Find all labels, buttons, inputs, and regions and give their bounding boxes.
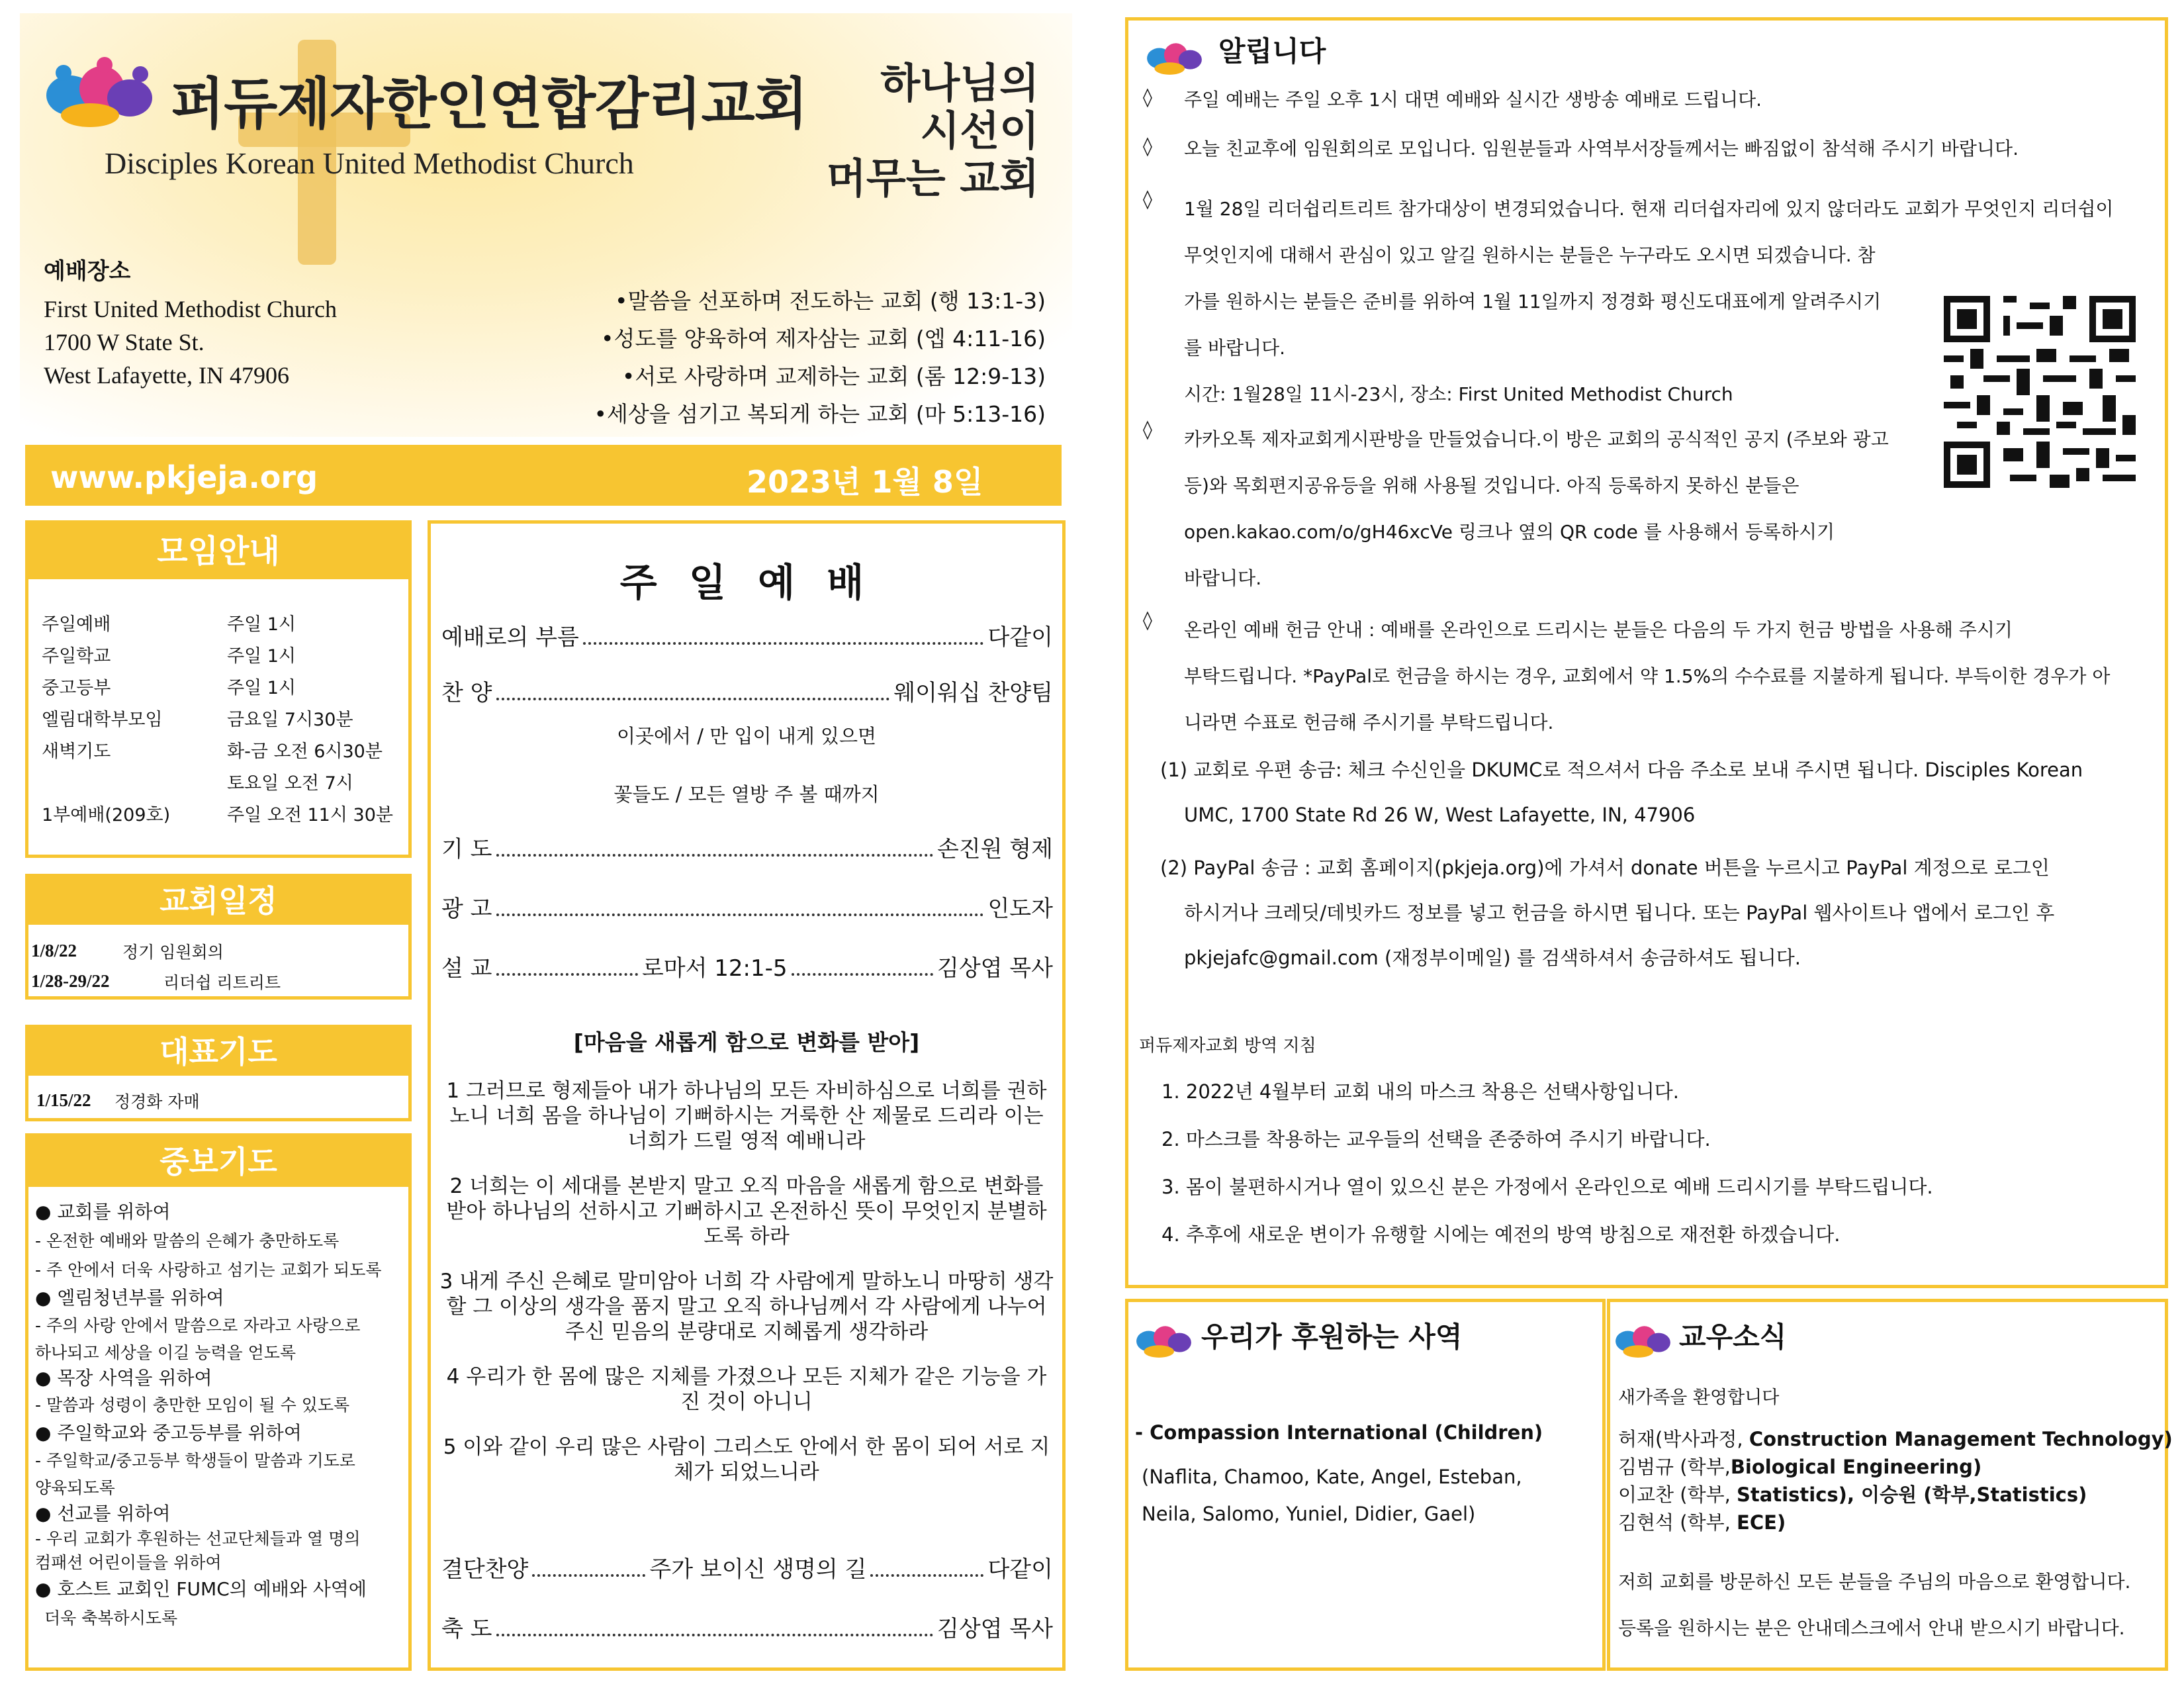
prayer-detail: 컴패션 어린이들을 위하여 <box>35 1553 222 1572</box>
covid-item: 1. 2022년 4월부터 교회 내의 마스크 착용은 선택사항입니다. <box>1161 1080 1679 1103</box>
mission-statements <box>516 282 1046 433</box>
retreat-announcement: 1월 28일 리더쉽리트리트 참가대상이 변경되었습니다. 현재 리더쉽자리에 있지 않더라도 교회가 무엇인지 리더쉽이 무엇인지에 대해서 관심이 있고 알길 원하시는 분들은 누구라도 오시면 되겠습니다. 참 가를 원하시는 분들은 준비를 위하여 1월 11일까지 정경화 평신도대표에게 알려주시기 를 바랍니다. 시간: 1월28일 11시-23시, 장소: First United Methodist Church <box>1184 198 2114 405</box>
schedule-text: 정기 임원회의 <box>122 943 224 962</box>
missions-panel <box>1125 1299 1606 1671</box>
worship-panel <box>428 520 1066 1671</box>
venue-line: First United Methodist Church <box>44 296 337 322</box>
bulletin-date: 2023년 1월 8일 <box>747 464 983 500</box>
covid-item: 3. 몸이 불편하시거나 열이 있으신 분은 가정에서 온라인으로 예배 드리시기를 부탁드립니다. <box>1161 1176 1933 1198</box>
covid-item: 4. 추후에 새로운 변이가 유행할 시에는 예전의 방역 방침으로 재전환 하겠습니다. <box>1161 1223 1841 1246</box>
scripture-text <box>439 1078 1054 1485</box>
prayer-detail: - 말씀과 성령이 충만한 모임이 될 수 있도록 <box>35 1395 350 1415</box>
worship-title: 주 일 예 배 <box>619 560 874 605</box>
order-closing-hymn: 결단찬양 주가 보이신 생명의 길 다같이 <box>441 1556 1053 1583</box>
verse: 5 이와 같이 우리 많은 사람이 그리스도 안에서 한 몸이 되어 서로 지체가 되었느니라 <box>443 1435 1050 1484</box>
meeting-time: 토요일 오전 7시 <box>227 773 353 794</box>
song-line: 꽃들도 / 모든 열방 주 볼 때까지 <box>614 783 880 806</box>
order-announcements: 광 고 인도자 <box>441 896 1053 922</box>
kakao-announcement: 카카오톡 제자교회게시판방을 만들었습니다.이 방은 교회의 공식적인 공지 (주보와 광고 등)와 목회편지공유등을 위해 사용될 것입니다. 아직 등록하지 못하신 분들은 open.kakao.com/o/gH46xcVe 링크나 옆의 QR code 를 사용해서 등록하시기 바랍니다. <box>1184 428 1889 589</box>
prayer-topic: ● 주일학교와 중고등부를 위하여 <box>35 1422 302 1444</box>
meeting-name: 주일예배 <box>42 614 111 635</box>
meeting-name: 엘림대학부모임 <box>42 710 163 730</box>
verse: 2 너희는 이 세대를 본받지 말고 오직 마음을 새롭게 함으로 변화를 받아 하나님의 선하시고 기뻐하시고 온전하신 뜻이 무엇인지 분별하도록 하라 <box>446 1174 1047 1248</box>
announcement-item: 오늘 친교후에 임원회의로 모입니다. 임원분들과 사역부서장들께서는 빠짐없이 참석해 주시기 바랍니다. <box>1184 138 2019 160</box>
intercession-title: 중보기도 <box>28 1137 408 1187</box>
schedule-panel <box>25 874 412 1000</box>
verse: 3 내게 주신 은혜로 말미암아 너희 각 사람에게 말하노니 마땅히 생각할 그 이상의 생각을 품지 말고 오직 하나님께서 각 사람에게 나누어 주신 믿음의 분량대로 지혜롭게 생각하라 <box>439 1270 1054 1344</box>
covid-title: 퍼듀제자교회 방역 지침 <box>1139 1036 1316 1056</box>
new-members-list <box>1618 1425 2173 1536</box>
church-logo-icon <box>1135 1321 1193 1360</box>
qr-code-icon[interactable] <box>1944 296 2136 488</box>
member-news-title: 교우소식 <box>1679 1321 1787 1353</box>
mission-line: •성도를 양육하여 제자삼는 교회 (엡 4:11-16) <box>601 326 1046 352</box>
church-logo-icon <box>1614 1321 1672 1360</box>
venue-line: 1700 W State St. <box>44 329 205 355</box>
prayer-topic: ● 선교를 위하여 <box>35 1503 171 1524</box>
prayer-topic: ● 호스트 교회인 FUMC의 예배와 사역에 <box>35 1578 367 1600</box>
meetings-title: 모임안내 <box>28 524 408 579</box>
meeting-time: 주일 오전 11시 30분 <box>227 805 393 825</box>
prayer-detail: - 온전한 예배와 말씀의 은혜가 충만하도록 <box>35 1231 340 1250</box>
bullet-icon: ◊ <box>1143 609 1152 631</box>
prayer-topic: ● 엘림청년부를 위하여 <box>35 1287 224 1309</box>
sermon-title: [마음을 새롭게 함으로 변화를 받아] <box>573 1029 920 1055</box>
website-url[interactable]: www.pkjeja.org <box>50 459 318 495</box>
meeting-name: 중고등부 <box>42 678 111 698</box>
prayer-detail: - 주일학교/중고등부 학생들이 말씀과 기도로 <box>35 1451 355 1470</box>
meeting-time: 화-금 오전 6시30분 <box>227 741 383 762</box>
missions-title: 우리가 후원하는 사역 <box>1201 1321 1463 1353</box>
schedule-date: 1/28-29/22 <box>31 971 110 991</box>
order-prayer: 기 도 손진원 형제 <box>441 836 1053 863</box>
new-member: 김범규 (학부,Biological Engineering) <box>1618 1456 1982 1478</box>
church-logo-icon <box>1146 38 1204 77</box>
bullet-icon: ◊ <box>1143 86 1152 108</box>
meetings-panel <box>25 520 412 858</box>
prayer-detail: - 주의 사랑 안에서 말씀으로 자라고 사랑으로 <box>35 1316 361 1335</box>
announcement-item: 주일 예배는 주일 오후 1시 대면 예배와 실시간 생방송 예배로 드립니다. <box>1184 89 1762 111</box>
website-date-bar <box>25 445 1062 506</box>
offering-method-paypal: (2) PayPal 송금 : 교회 홈페이지(pkjeja.org)에 가셔서 donate 버튼을 누르시고 PayPal 계정으로 로그인 하시거나 크레딧/데빗카드 정보를 넣고 헌금을 하시면 됩니다. 또는 PayPal 웹사이트나 앱에서 로그인 후 pkjejafc@gmail.com (재정부이메일) 를 검색하셔서 송금하셔도 됩니다. <box>1160 857 2055 969</box>
announcements-title: 알립니다 <box>1218 35 1326 68</box>
meeting-name: 1부예배(209호) <box>42 805 171 825</box>
covid-guidelines <box>1161 1068 1933 1258</box>
prayer-detail: 양육되도록 <box>35 1478 115 1497</box>
prayer-topic: ● 교회를 위하여 <box>35 1201 171 1223</box>
sponsored-children: (Naflita, Chamoo, Kate, Angel, Esteban, Neila, Salomo, Yuniel, Didier, Gael) <box>1142 1466 1522 1525</box>
order-benediction: 축 도 김상엽 목사 <box>441 1616 1053 1642</box>
motto-line: 하나님의 <box>880 59 1039 107</box>
order-hymn: 찬 양 웨이워십 찬양팀 <box>441 680 1053 706</box>
new-member: 이교찬 (학부, Statistics), 이승원 (학부,Statistics) <box>1618 1483 2087 1506</box>
schedule-title: 교회일정 <box>28 877 408 925</box>
venue-line: West Lafayette, IN 47906 <box>44 362 289 389</box>
venue-address <box>44 293 337 392</box>
mission-line: •서로 사랑하며 교제하는 교회 (롬 12:9-13) <box>621 363 1046 389</box>
announcements-panel <box>1125 17 2168 1288</box>
rep-prayer-title: 대표기도 <box>28 1028 408 1076</box>
motto-line: 머무는 교회 <box>826 154 1039 203</box>
order-sermon: 설 교 로마서 12:1-5 김상엽 목사 <box>441 955 1053 982</box>
bullet-icon: ◊ <box>1143 188 1152 210</box>
member-news-panel <box>1607 1299 2173 1671</box>
motto-line: 시선이 <box>920 107 1039 155</box>
order-call-to-worship: 예배로의 부름 다같이 <box>441 624 1053 651</box>
new-member: 김현석 (학부, ECE) <box>1618 1511 1786 1534</box>
offering-method-mail: (1) 교회로 우편 송금: 체크 수신인을 DKUMC로 적으셔서 다음 주소로 보내 주시면 됩니다. Disciples Korean UMC, 1700 State Rd 26 W, West Lafayette, IN, 47906 <box>1160 759 2083 826</box>
meeting-time: 주일 1시 <box>227 646 296 667</box>
rep-prayer-panel <box>25 1025 412 1121</box>
verse: 1 그러므로 형제들아 내가 하나님의 모든 자비하심으로 너희를 권하노니 너희 몸을 하나님이 기뻐하시는 거룩한 산 제물로 드리라 이는 너희가 드릴 영적 예배니라 <box>446 1079 1047 1153</box>
intercession-panel <box>25 1133 412 1671</box>
mission-line: •세상을 섬기고 복되게 하는 교회 (마 5:13-16) <box>594 401 1046 427</box>
mission-organization: - Compassion International (Children) <box>1135 1421 1543 1444</box>
meeting-time: 주일 1시 <box>227 614 296 635</box>
schedule-date: 1/8/22 <box>31 941 77 961</box>
rep-prayer-name: 정경화 자매 <box>114 1092 200 1111</box>
song-list <box>431 722 1062 808</box>
prayer-topic: ● 목장 사역을 위하여 <box>35 1367 212 1389</box>
new-member: 허재(박사과정, Construction Management Technology) <box>1618 1428 2173 1450</box>
rep-prayer-date: 1/15/22 <box>36 1090 91 1110</box>
meeting-name: 새벽기도 <box>42 741 111 762</box>
verse: 4 우리가 한 몸에 많은 지체를 가졌으나 모든 지체가 같은 기능을 가진 것이 아니니 <box>446 1365 1047 1414</box>
church-motto <box>814 60 1039 203</box>
mission-line: •말씀을 선포하며 전도하는 교회 (행 13:1-3) <box>615 288 1046 314</box>
church-name-english: Disciples Korean United Methodist Church <box>105 146 634 180</box>
prayer-detail: - 주 안에서 더욱 사랑하고 섬기는 교회가 되도록 <box>35 1260 382 1280</box>
offering-announcement: 온라인 예배 헌금 안내 : 예배를 온라인으로 드리시는 분들은 다음의 두 가지 헌금 방법을 사용해 주시기 부탁드립니다. *PayPal로 헌금을 하시는 경우, 교회에서 약 1.5%의 수수료를 지불하게 됩니다. 부득이한 경우가 아 니라면 수표로 헌금해 주시기를 부탁드립니다. <box>1184 619 2111 733</box>
covid-item: 2. 마스크를 착용하는 교우들의 선택을 존중하여 주시기 바랍니다. <box>1161 1128 1711 1150</box>
schedule-text: 리더쉽 리트리트 <box>163 973 281 992</box>
meeting-time: 금요일 7시30분 <box>227 710 353 730</box>
prayer-detail: - 우리 교회가 후원하는 선교단체들과 열 명의 <box>35 1529 361 1548</box>
intercession-list <box>35 1197 406 1633</box>
bullet-icon: ◊ <box>1143 418 1152 440</box>
song-line: 이곳에서 / 만 입이 내게 있으면 <box>616 725 877 747</box>
venue-label: 예배장소 <box>44 258 131 285</box>
meeting-time: 주일 1시 <box>227 678 296 698</box>
church-name-korean: 퍼듀제자한인연합감리교회 <box>171 71 807 136</box>
church-logo-icon <box>44 57 156 131</box>
meeting-name: 주일학교 <box>42 646 111 667</box>
prayer-detail: 더욱 축복하시도록 <box>44 1609 178 1628</box>
welcome-heading: 새가족을 환영합니다 <box>1618 1387 1780 1408</box>
bullet-icon: ◊ <box>1143 135 1152 157</box>
prayer-detail: 하나되고 세상을 이길 능력을 얻도록 <box>35 1343 296 1362</box>
welcome-message: 저희 교회를 방문하신 모든 분들을 주님의 마음으로 환영합니다. 등록을 원하시는 분은 안내데스크에서 안내 받으시기 바랍니다. <box>1618 1571 2131 1639</box>
